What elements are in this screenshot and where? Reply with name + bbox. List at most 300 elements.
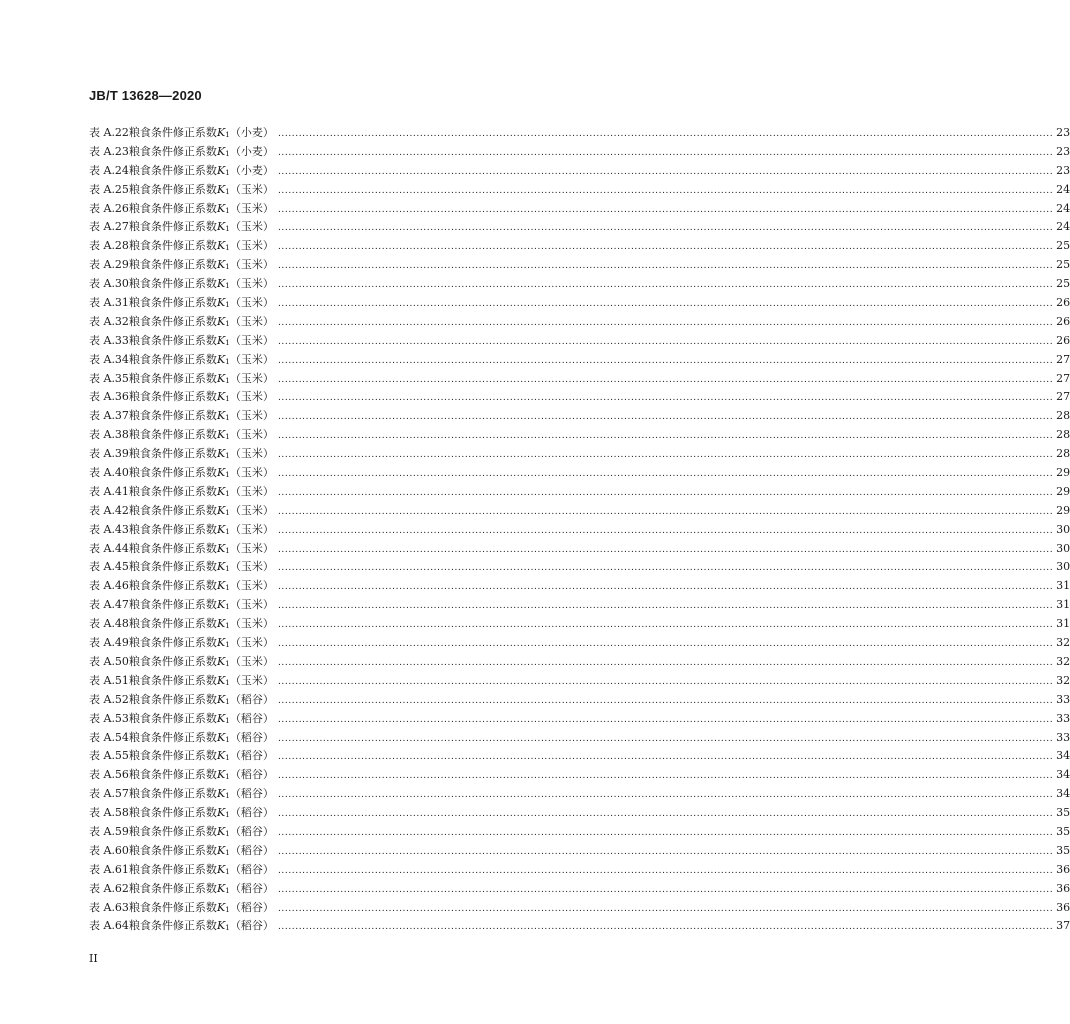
toc-leader-dots: ................................................................................................................................................................................................................................ [277,620,1054,631]
toc-entry-title [129,388,274,409]
toc-entry-title [129,426,274,447]
page-number-footer: II [89,952,98,965]
toc-entry[interactable] [89,162,1070,181]
toc-title-prefix: 粮食条件修正系数 [128,711,217,725]
toc-entry-title [129,729,274,750]
toc-leader-dots: ................................................................................................................................................................................................................................ [277,393,1054,404]
toc-entry-title [129,634,274,655]
toc-entry[interactable] [89,653,1070,672]
toc-page-number: 28 [1056,428,1070,442]
toc-entry[interactable] [89,445,1070,464]
toc-entry[interactable] [89,672,1070,691]
toc-crop-name: （玉米） [229,598,274,612]
toc-table-number: 表 A.39 [89,447,129,461]
toc-entry[interactable] [89,521,1070,540]
toc-crop-name: （小麦） [229,144,274,158]
toc-title-prefix: 粮食条件修正系数 [128,560,217,574]
toc-page-number: 29 [1056,466,1070,480]
toc-k-symbol: K [216,258,226,272]
toc-leader-dots: ................................................................................................................................................................................................................................ [277,242,1054,253]
toc-k-symbol: K [216,579,226,593]
toc-k-subscript: 1 [225,318,230,328]
toc-page-number: 35 [1056,843,1070,857]
toc-entry-title [129,691,274,712]
toc-k-subscript: 1 [225,507,230,517]
toc-entry[interactable] [89,615,1070,634]
toc-page-number: 24 [1056,201,1070,215]
toc-leader-dots: ................................................................................................................................................................................................................................ [277,336,1054,347]
toc-entry[interactable] [89,407,1070,426]
toc-k-symbol: K [216,919,226,933]
toc-page-number: 24 [1056,182,1070,196]
toc-page-number: 25 [1056,277,1070,291]
toc-crop-name: （稻谷） [229,749,274,763]
toc-crop-name: （稻谷） [229,862,274,876]
toc-k-subscript: 1 [225,375,230,385]
toc-k-subscript: 1 [225,828,230,838]
toc-entry-title [129,200,274,221]
toc-title-prefix: 粮食条件修正系数 [128,673,217,687]
toc-title-prefix: 粮食条件修正系数 [128,239,217,253]
toc-k-subscript: 1 [225,300,230,310]
toc-page-number: 34 [1056,749,1070,763]
toc-entry[interactable] [89,294,1070,313]
toc-page-number: 34 [1056,768,1070,782]
toc-entry-title [129,747,274,768]
toc-entry-title [129,710,274,731]
toc-page-number: 35 [1056,806,1070,820]
toc-leader-dots: ................................................................................................................................................................................................................................ [277,809,1054,820]
toc-page-number: 25 [1056,239,1070,253]
toc-k-symbol: K [216,806,226,820]
toc-entry[interactable] [89,596,1070,615]
toc-entry-title [129,653,274,674]
toc-crop-name: （玉米） [229,333,274,347]
toc-page-number: 26 [1056,296,1070,310]
toc-page-number: 31 [1056,617,1070,631]
toc-k-symbol: K [216,730,226,744]
toc-title-prefix: 粮食条件修正系数 [128,522,217,536]
toc-table-number: 表 A.26 [89,201,129,215]
toc-crop-name: （玉米） [229,314,274,328]
toc-leader-dots: ................................................................................................................................................................................................................................ [277,355,1054,366]
toc-crop-name: （玉米） [229,220,274,234]
toc-k-subscript: 1 [225,602,230,612]
toc-page-number: 32 [1056,673,1070,687]
toc-crop-name: （玉米） [229,654,274,668]
toc-entry[interactable] [89,464,1070,483]
toc-table-number: 表 A.28 [89,239,129,253]
toc-k-symbol: K [216,428,226,442]
toc-title-prefix: 粮食条件修正系数 [128,352,217,366]
toc-leader-dots: ................................................................................................................................................................................................................................ [277,601,1054,612]
toc-leader-dots: ................................................................................................................................................................................................................................ [277,676,1054,687]
toc-title-prefix: 粮食条件修正系数 [128,654,217,668]
toc-crop-name: （玉米） [229,371,274,385]
toc-entry[interactable] [89,766,1070,785]
toc-title-prefix: 粮食条件修正系数 [128,900,217,914]
toc-entry[interactable] [89,275,1070,294]
toc-entry-title [129,313,274,334]
toc-crop-name: （玉米） [229,579,274,593]
toc-k-symbol: K [216,126,226,139]
toc-k-subscript: 1 [225,356,230,366]
toc-k-symbol: K [216,768,226,782]
toc-crop-name: （玉米） [229,428,274,442]
toc-entry-title [129,842,274,863]
toc-k-symbol: K [216,163,226,177]
toc-table-number: 表 A.32 [89,314,129,328]
toc-entry[interactable] [89,502,1070,521]
toc-entry-title [129,332,274,353]
toc-leader-dots: ................................................................................................................................................................................................................................ [277,506,1054,517]
toc-entry[interactable] [89,313,1070,332]
toc-title-prefix: 粮食条件修正系数 [128,636,217,650]
toc-crop-name: （小麦） [229,163,274,177]
toc-crop-name: （玉米） [229,447,274,461]
toc-entry[interactable] [89,124,1070,143]
toc-entry[interactable] [89,351,1070,370]
toc-table-number: 表 A.50 [89,654,129,668]
toc-leader-dots: ................................................................................................................................................................................................................................ [277,412,1054,423]
toc-k-symbol: K [216,560,226,574]
toc-crop-name: （玉米） [229,560,274,574]
toc-leader-dots: ................................................................................................................................................................................................................................ [277,261,1054,272]
toc-page-number: 35 [1056,824,1070,838]
toc-crop-name: （稻谷） [229,787,274,801]
toc-page-number: 23 [1056,163,1070,177]
toc-table-number: 表 A.61 [89,862,129,876]
toc-leader-dots: ................................................................................................................................................................................................................................ [277,487,1054,498]
toc-title-prefix: 粮食条件修正系数 [128,220,217,234]
toc-entry-title [129,596,274,617]
toc-entry[interactable] [89,634,1070,653]
toc-k-subscript: 1 [225,451,230,461]
toc-title-prefix: 粮食条件修正系数 [128,843,217,857]
toc-k-subscript: 1 [225,224,230,234]
toc-k-symbol: K [216,824,226,838]
toc-table-number: 表 A.51 [89,673,129,687]
toc-k-subscript: 1 [225,205,230,215]
toc-table-number: 表 A.56 [89,768,129,782]
toc-table-number: 表 A.58 [89,806,129,820]
toc-k-symbol: K [216,390,226,404]
toc-table-number: 表 A.38 [89,428,129,442]
toc-k-symbol: K [216,277,226,291]
toc-entry[interactable] [89,710,1070,729]
toc-k-symbol: K [216,333,226,347]
toc-k-subscript: 1 [225,564,230,574]
toc-leader-dots: ................................................................................................................................................................................................................................ [277,469,1054,480]
table-of-contents [89,124,1070,936]
toc-crop-name: （小麦） [229,126,274,139]
toc-title-prefix: 粮食条件修正系数 [128,277,217,291]
toc-leader-dots: ................................................................................................................................................................................................................................ [277,582,1054,593]
toc-k-symbol: K [216,862,226,876]
toc-k-symbol: K [216,711,226,725]
toc-title-prefix: 粮食条件修正系数 [128,598,217,612]
toc-leader-dots: ................................................................................................................................................................................................................................ [277,166,1054,177]
toc-entry-title [129,823,274,844]
toc-title-prefix: 粮食条件修正系数 [128,296,217,310]
toc-page-number: 23 [1056,126,1070,139]
toc-title-prefix: 粮食条件修正系数 [128,749,217,763]
toc-entry[interactable] [89,143,1070,162]
toc-entry[interactable] [89,917,1070,936]
toc-page-number: 27 [1056,390,1070,404]
toc-k-symbol: K [216,409,226,423]
toc-table-number: 表 A.37 [89,409,129,423]
toc-k-symbol: K [216,654,226,668]
toc-page-number: 31 [1056,598,1070,612]
toc-crop-name: （玉米） [229,409,274,423]
toc-table-number: 表 A.35 [89,371,129,385]
toc-leader-dots: ................................................................................................................................................................................................................................ [277,884,1054,895]
toc-k-symbol: K [216,598,226,612]
toc-k-subscript: 1 [225,186,230,196]
toc-entry-title [129,899,274,920]
toc-title-prefix: 粮食条件修正系数 [128,824,217,838]
toc-k-subscript: 1 [225,715,230,725]
toc-k-subscript: 1 [225,923,230,933]
toc-entry[interactable] [89,388,1070,407]
toc-crop-name: （稻谷） [229,730,274,744]
toc-crop-name: （稻谷） [229,881,274,895]
toc-k-subscript: 1 [225,337,230,347]
toc-k-subscript: 1 [225,791,230,801]
toc-entry[interactable] [89,804,1070,823]
toc-k-subscript: 1 [225,488,230,498]
toc-k-subscript: 1 [225,167,230,177]
toc-title-prefix: 粮食条件修正系数 [128,787,217,801]
toc-k-subscript: 1 [225,281,230,291]
toc-k-symbol: K [216,220,226,234]
toc-crop-name: （玉米） [229,503,274,517]
toc-entry[interactable] [89,747,1070,766]
toc-entry-title [129,351,274,372]
toc-title-prefix: 粮食条件修正系数 [128,881,217,895]
toc-title-prefix: 粮食条件修正系数 [128,333,217,347]
toc-k-subscript: 1 [225,810,230,820]
toc-page-number: 30 [1056,541,1070,555]
toc-entry[interactable] [89,483,1070,502]
toc-title-prefix: 粮食条件修正系数 [128,768,217,782]
toc-k-symbol: K [216,144,226,158]
toc-entry-title [129,672,274,693]
toc-page-number: 30 [1056,522,1070,536]
toc-table-number: 表 A.55 [89,749,129,763]
toc-k-symbol: K [216,843,226,857]
toc-title-prefix: 粮食条件修正系数 [128,692,217,706]
toc-k-symbol: K [216,503,226,517]
toc-title-prefix: 粮食条件修正系数 [128,541,217,555]
toc-entry-title [129,615,274,636]
toc-leader-dots: ................................................................................................................................................................................................................................ [277,450,1054,461]
toc-k-symbol: K [216,296,226,310]
toc-k-symbol: K [216,636,226,650]
toc-crop-name: （玉米） [229,277,274,291]
toc-title-prefix: 粮食条件修正系数 [128,919,217,933]
toc-leader-dots: ................................................................................................................................................................................................................................ [277,903,1054,914]
toc-leader-dots: ................................................................................................................................................................................................................................ [277,827,1054,838]
toc-entry-title [129,237,274,258]
toc-crop-name: （玉米） [229,352,274,366]
toc-entry[interactable] [89,691,1070,710]
toc-title-prefix: 粮食条件修正系数 [128,371,217,385]
toc-entry-title [129,294,274,315]
toc-entry[interactable] [89,370,1070,389]
toc-crop-name: （稻谷） [229,692,274,706]
toc-title-prefix: 粮食条件修正系数 [128,201,217,215]
toc-leader-dots: ................................................................................................................................................................................................................................ [277,657,1054,668]
toc-k-symbol: K [216,201,226,215]
toc-entry[interactable] [89,577,1070,596]
toc-entry[interactable] [89,181,1070,200]
toc-entry[interactable] [89,540,1070,559]
toc-table-number: 表 A.41 [89,484,129,498]
toc-leader-dots: ................................................................................................................................................................................................................................ [277,431,1054,442]
toc-entry[interactable] [89,200,1070,219]
toc-crop-name: （稻谷） [229,824,274,838]
toc-leader-dots: ................................................................................................................................................................................................................................ [277,317,1054,328]
toc-crop-name: （玉米） [229,541,274,555]
toc-k-symbol: K [216,787,226,801]
toc-entry-title [129,502,274,523]
toc-entry[interactable] [89,823,1070,842]
toc-entry-title [129,483,274,504]
toc-leader-dots: ................................................................................................................................................................................................................................ [277,223,1054,234]
toc-entry-title [129,577,274,598]
toc-k-subscript: 1 [225,413,230,423]
toc-k-subscript: 1 [225,470,230,480]
toc-page-number: 34 [1056,787,1070,801]
toc-k-subscript: 1 [225,696,230,706]
toc-table-number: 表 A.31 [89,296,129,310]
toc-table-number: 表 A.42 [89,503,129,517]
toc-k-subscript: 1 [225,583,230,593]
toc-entry[interactable] [89,899,1070,918]
toc-entry-title [129,880,274,901]
toc-crop-name: （玉米） [229,239,274,253]
toc-title-prefix: 粮食条件修正系数 [128,314,217,328]
toc-page-number: 37 [1056,919,1070,933]
toc-k-subscript: 1 [225,847,230,857]
toc-title-prefix: 粮食条件修正系数 [128,163,217,177]
toc-crop-name: （稻谷） [229,919,274,933]
toc-page-number: 26 [1056,314,1070,328]
toc-title-prefix: 粮食条件修正系数 [128,447,217,461]
toc-entry[interactable] [89,842,1070,861]
toc-table-number: 表 A.34 [89,352,129,366]
toc-crop-name: （稻谷） [229,900,274,914]
toc-table-number: 表 A.33 [89,333,129,347]
toc-title-prefix: 粮食条件修正系数 [128,806,217,820]
toc-crop-name: （稻谷） [229,806,274,820]
toc-title-prefix: 粮食条件修正系数 [128,503,217,517]
toc-entry-title [129,143,274,164]
toc-table-number: 表 A.53 [89,711,129,725]
toc-entry-title [129,256,274,277]
toc-page-number: 32 [1056,654,1070,668]
toc-table-number: 表 A.46 [89,579,129,593]
toc-k-subscript: 1 [225,866,230,876]
toc-table-number: 表 A.27 [89,220,129,234]
toc-k-symbol: K [216,352,226,366]
toc-entry[interactable] [89,426,1070,445]
toc-entry[interactable] [89,861,1070,880]
toc-page-number: 33 [1056,711,1070,725]
toc-page-number: 36 [1056,900,1070,914]
toc-table-number: 表 A.30 [89,277,129,291]
toc-entry[interactable] [89,880,1070,899]
toc-table-number: 表 A.60 [89,843,129,857]
toc-table-number: 表 A.22 [89,126,129,139]
toc-k-subscript: 1 [225,658,230,668]
toc-entry[interactable] [89,256,1070,275]
toc-entry[interactable] [89,332,1070,351]
toc-title-prefix: 粮食条件修正系数 [128,126,217,139]
toc-leader-dots: ................................................................................................................................................................................................................................ [277,733,1054,744]
toc-crop-name: （玉米） [229,201,274,215]
toc-table-number: 表 A.44 [89,541,129,555]
toc-k-subscript: 1 [225,243,230,253]
toc-table-number: 表 A.57 [89,787,129,801]
toc-k-symbol: K [216,749,226,763]
toc-leader-dots: ................................................................................................................................................................................................................................ [277,922,1054,933]
toc-table-number: 表 A.64 [89,919,129,933]
toc-leader-dots: ................................................................................................................................................................................................................................ [277,639,1054,650]
toc-crop-name: （玉米） [229,484,274,498]
toc-entry[interactable] [89,558,1070,577]
toc-table-number: 表 A.59 [89,824,129,838]
toc-k-symbol: K [216,900,226,914]
toc-entry[interactable] [89,218,1070,237]
toc-leader-dots: ................................................................................................................................................................................................................................ [277,204,1054,215]
toc-table-number: 表 A.54 [89,730,129,744]
toc-page-number: 24 [1056,220,1070,234]
toc-k-subscript: 1 [225,130,230,139]
toc-entry-title [129,766,274,787]
toc-k-subscript: 1 [225,432,230,442]
toc-k-subscript: 1 [225,148,230,158]
toc-leader-dots: ................................................................................................................................................................................................................................ [277,280,1054,291]
toc-table-number: 表 A.40 [89,466,129,480]
toc-page-number: 23 [1056,144,1070,158]
toc-k-subscript: 1 [225,734,230,744]
toc-table-number: 表 A.62 [89,881,129,895]
toc-title-prefix: 粮食条件修正系数 [128,862,217,876]
toc-entry[interactable] [89,237,1070,256]
toc-k-subscript: 1 [225,677,230,687]
toc-leader-dots: ................................................................................................................................................................................................................................ [277,695,1054,706]
toc-title-prefix: 粮食条件修正系数 [128,144,217,158]
toc-entry-title [129,162,274,183]
toc-crop-name: （稻谷） [229,711,274,725]
toc-title-prefix: 粮食条件修正系数 [128,730,217,744]
toc-title-prefix: 粮食条件修正系数 [128,428,217,442]
toc-table-number: 表 A.24 [89,163,129,177]
toc-k-subscript: 1 [225,885,230,895]
toc-entry[interactable] [89,729,1070,748]
toc-entry[interactable] [89,785,1070,804]
toc-k-symbol: K [216,371,226,385]
toc-entry-title [129,804,274,825]
toc-k-symbol: K [216,484,226,498]
toc-k-subscript: 1 [225,753,230,763]
toc-leader-dots: ................................................................................................................................................................................................................................ [277,865,1054,876]
toc-page-number: 33 [1056,730,1070,744]
toc-entry-title [129,558,274,579]
